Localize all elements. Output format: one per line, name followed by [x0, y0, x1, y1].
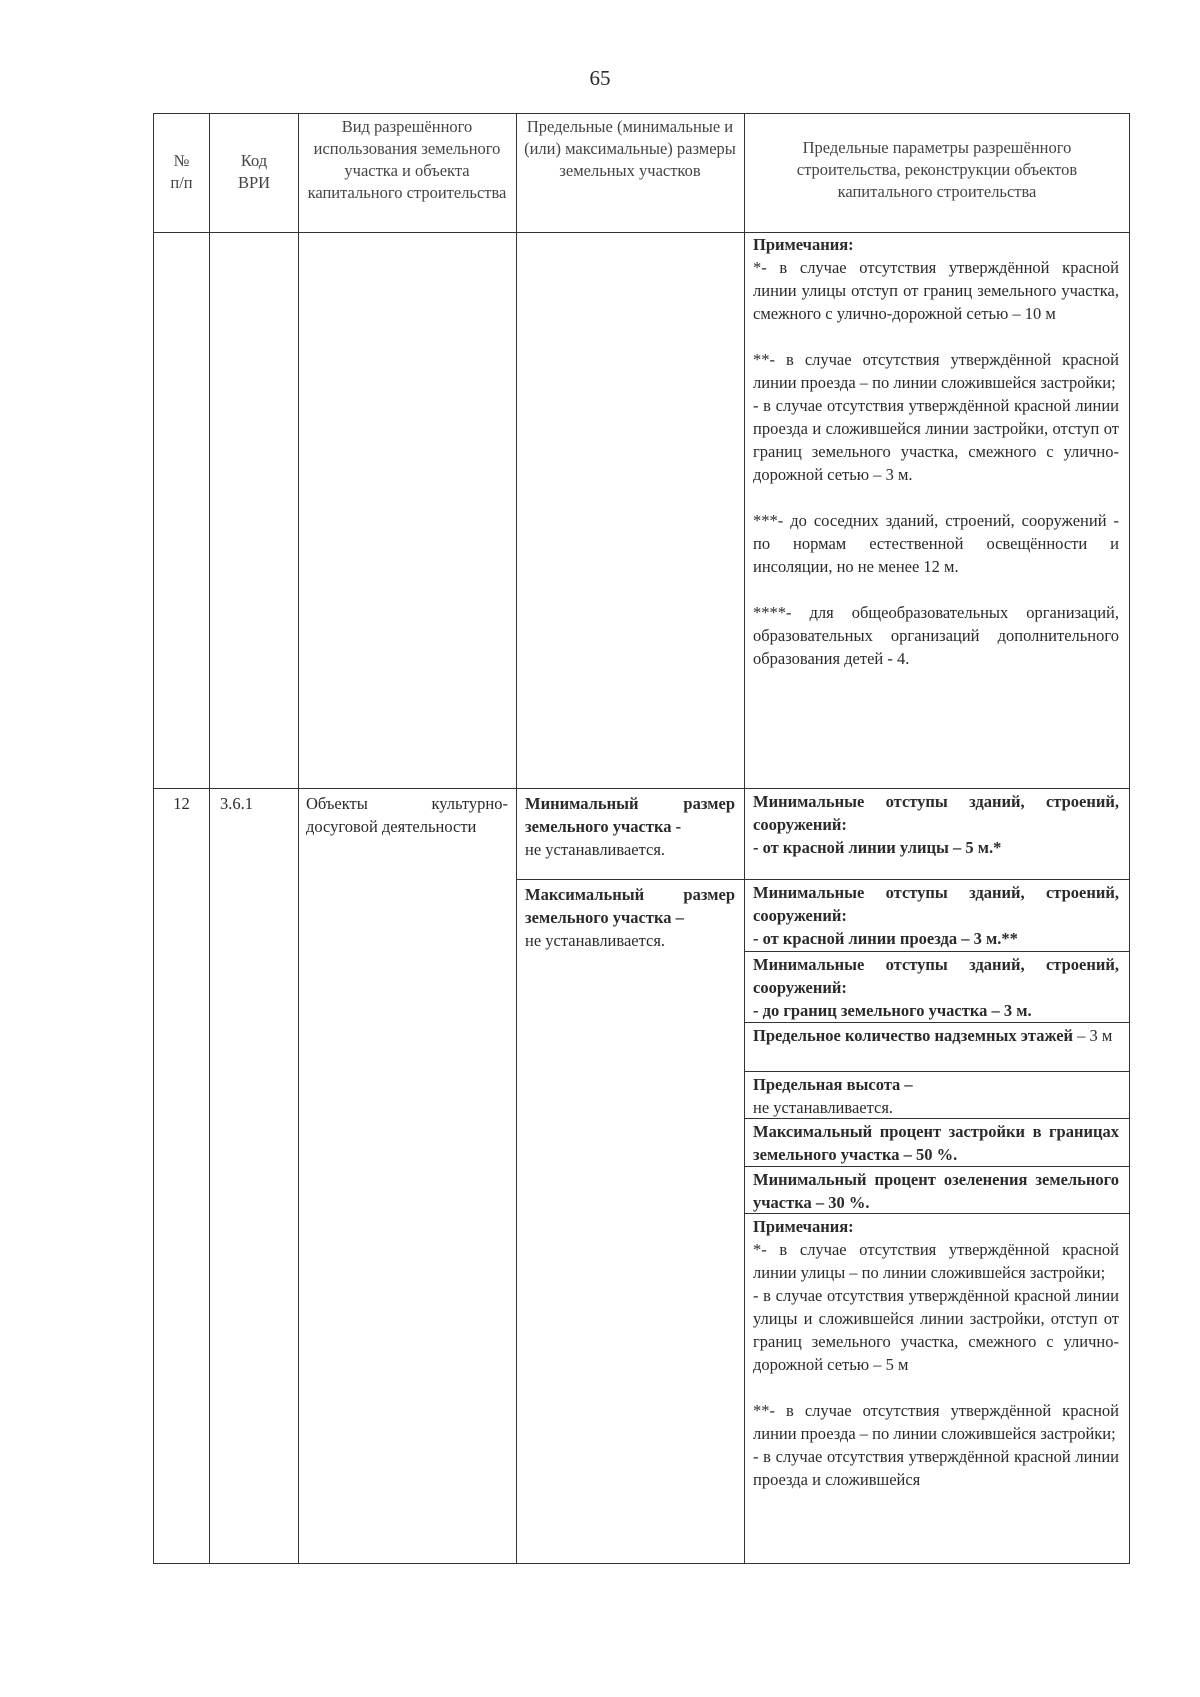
note-item: *- в случае отсутствия утверждённой красной линии улицы отступ от границ земельного участка, смежного с улично-дорожной сетью – 10 м — [753, 258, 1119, 323]
param-build-percent — [753, 1120, 1119, 1166]
param-value: – 30 %. — [811, 1193, 870, 1212]
table-bottom-border — [153, 1563, 1130, 1564]
param-setback-driveway — [753, 881, 1119, 950]
param-divider — [744, 1071, 1130, 1072]
max-size-title: Максимальный размер земельного участка – — [525, 885, 735, 927]
header-sizes: Предельные (минимальные и (или) максимальные) размеры земельных участков — [524, 117, 736, 180]
param-divider — [744, 1022, 1130, 1023]
param-value: – 50 %. — [899, 1145, 958, 1164]
row-divider — [153, 788, 1130, 789]
param-value: - от красной линии улицы – 5 м.* — [753, 838, 1002, 857]
table-left-border — [153, 113, 154, 1564]
max-size-cell — [525, 883, 735, 952]
row-code: 3.6.1 — [220, 794, 253, 813]
note-item: - в случае отсутствия утверждённой красной линии улицы и сложившейся линии застройки, отступ от границ земельного участка, смежного с улично-дорожной сетью – 5 м — [753, 1286, 1119, 1374]
min-size-title: Минимальный размер земельного участка - — [525, 794, 735, 836]
param-green-percent — [753, 1168, 1119, 1214]
param-title: Предельная высота – — [753, 1075, 913, 1094]
row-vri: Объекты культурно-досуговой деятельности — [306, 794, 508, 836]
note-item: **- в случае отсутствия утверждённой красной линии проезда – по линии сложившейся застройки; — [753, 1401, 1119, 1443]
col-divider — [298, 113, 299, 1564]
notes-title: Примечания: — [753, 235, 854, 254]
param-setback-street — [753, 790, 1119, 859]
note-item: ***- до соседних зданий, строений, сооружений - по нормам естественной освещённости и инсоляции, но не менее 12 м. — [753, 511, 1119, 576]
param-value: - до границ земельного участка – 3 м. — [753, 1001, 1032, 1020]
param-value: - от красной линии проезда – 3 м.** — [753, 929, 1018, 948]
param-title: Максимальный процент застройки в границах земельного участка — [753, 1122, 1119, 1164]
note-item: ****- для общеобразовательных организаций, образовательных организаций дополнительного образования детей - 4. — [753, 603, 1119, 668]
param-title: Минимальные отступы зданий, строений, сооружений: — [753, 955, 1119, 997]
table-top-border — [153, 113, 1130, 114]
header-num: № п/п — [170, 151, 193, 192]
param-value: не устанавливается. — [753, 1098, 894, 1117]
param-divider — [744, 1166, 1130, 1167]
col-divider — [209, 113, 210, 1564]
row12-notes — [753, 1215, 1119, 1491]
col-divider — [744, 113, 745, 1564]
min-size-value: не устанавливается. — [525, 840, 666, 859]
note-item: *- в случае отсутствия утверждённой красной линии улицы – по линии сложившейся застройки; — [753, 1240, 1119, 1282]
param-title: Минимальный процент озеленения земельного участка — [753, 1170, 1119, 1212]
param-title: Минимальные отступы зданий, строений, сооружений: — [753, 883, 1119, 925]
note-item: - в случае отсутствия утверждённой красной линии проезда и сложившейся — [753, 1447, 1119, 1489]
col-divider — [516, 113, 517, 1564]
param-title: Предельное количество надземных этажей — [753, 1026, 1074, 1045]
notes-title: Примечания: — [753, 1217, 854, 1236]
row-number: 12 — [173, 794, 190, 813]
param-height — [753, 1073, 1119, 1119]
table-right-border — [1129, 113, 1130, 1564]
param-floors — [753, 1024, 1119, 1047]
param-title: Минимальные отступы зданий, строений, сооружений: — [753, 792, 1119, 834]
header-code: Код ВРИ — [237, 151, 271, 192]
continued-notes — [753, 233, 1119, 670]
page-number: 65 — [589, 66, 611, 90]
param-divider — [744, 951, 1130, 952]
param-setback-border — [753, 953, 1119, 1022]
max-size-value: не устанавливается. — [525, 931, 666, 950]
header-vri: Вид разрешённого использования земельного участка и объекта капитального строительства — [307, 117, 507, 202]
size-divider — [516, 879, 1130, 880]
min-size-cell — [525, 792, 735, 861]
header-params: Предельные параметры разрешённого строительства, реконструкции объектов капитального строительства — [796, 138, 1078, 201]
param-value: – 3 м — [1073, 1026, 1113, 1045]
note-item: **- в случае отсутствия утверждённой красной линии проезда – по линии сложившейся застройки; — [753, 350, 1119, 392]
note-item: - в случае отсутствия утверждённой красной линии проезда и сложившейся линии застройки, отступ от границ земельного участка, смежного с улично-дорожной сетью – 3 м. — [753, 396, 1119, 484]
